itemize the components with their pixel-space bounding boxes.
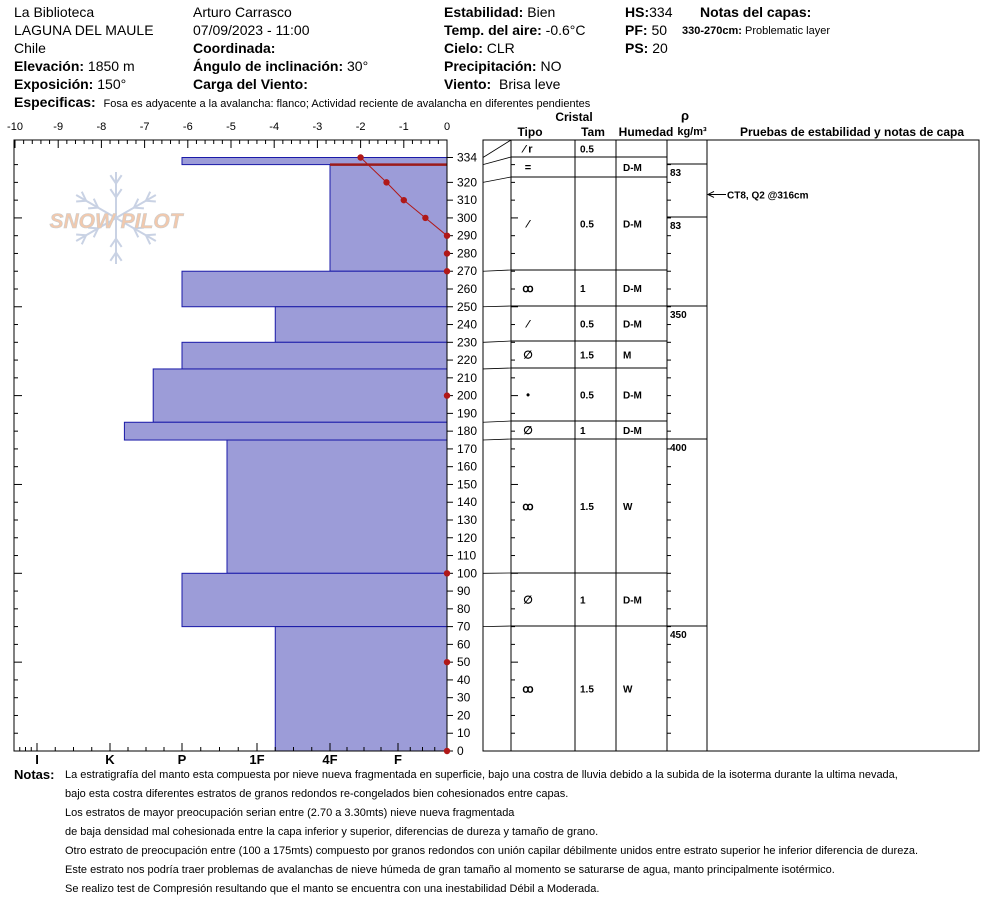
temperature-point <box>444 392 450 398</box>
coord-label: Coordinada: <box>193 40 276 56</box>
depth-tick-label: 40 <box>457 672 471 687</box>
temperature-point <box>357 154 363 160</box>
depth-tick-label: 190 <box>457 406 478 421</box>
depth-tick-label: 310 <box>457 193 478 208</box>
wind-value: Brisa leve <box>498 76 561 92</box>
ps-label: PS: <box>625 40 649 56</box>
layer-table <box>483 108 979 751</box>
header-rho: ρ <box>680 108 690 123</box>
hardness-label: 4F <box>322 752 338 767</box>
depth-tick-label: 50 <box>457 655 471 670</box>
wind-load-label: Carga del Viento: <box>193 76 308 92</box>
pf-value: 50 <box>651 22 668 38</box>
depth-tick-label: 10 <box>457 726 471 741</box>
temperature-point <box>444 250 450 256</box>
depth-tick-label: 90 <box>457 584 471 599</box>
hardness-label: P <box>177 752 187 767</box>
specifics-label: Especificas: <box>14 94 96 110</box>
grain-symbol: ⁄ <box>527 318 529 331</box>
temp-tick-label: -2 <box>355 121 366 133</box>
temp-tick-label: -1 <box>398 121 409 133</box>
notes-line: Los estratos de mayor preocupación serian entre (2.70 a 3.30mts) nieve nueva fragmentada <box>65 807 515 819</box>
depth-tick-label: 270 <box>457 264 478 279</box>
grain-size: 0.5 <box>580 144 594 156</box>
depth-tick-label: 160 <box>457 459 478 474</box>
temperature-point <box>444 232 450 238</box>
moisture-value: W <box>623 684 633 696</box>
temperature-point <box>444 748 450 754</box>
temp-tick-label: 0 <box>443 121 451 133</box>
temperature-point <box>422 215 428 221</box>
sky-label: Cielo: <box>444 40 483 56</box>
grain-symbol: ꝏ <box>522 683 534 696</box>
depth-tick-label: 80 <box>457 601 471 616</box>
grain-size: 0.5 <box>580 319 594 331</box>
pf-label: PF: <box>625 22 648 38</box>
watermark-text: SNOW PILOT <box>49 210 183 233</box>
snowflake-branch <box>146 234 156 235</box>
header-crystal: Cristal <box>555 110 593 124</box>
depth-tick-label: 70 <box>457 619 471 634</box>
grain-size: 1 <box>580 595 586 607</box>
moisture-value: M <box>623 350 632 362</box>
depth-tick-label: 200 <box>457 388 478 403</box>
depth-tick-label: 210 <box>457 370 478 385</box>
hardness-label: I <box>35 752 39 767</box>
depth-connector <box>483 626 511 627</box>
temperature-point <box>444 268 450 274</box>
depth-connector <box>483 157 511 165</box>
grain-symbol: = <box>524 162 532 174</box>
grain-symbol: • <box>526 389 530 402</box>
table-frame <box>483 140 979 751</box>
moisture-value: W <box>623 502 633 513</box>
notes-line: Este estrato nos podría traer problemas de avalanchas de nieve húmeda de gran tamaño al momento se saturarse de agua, manto principalmente isotérmico. <box>65 864 835 876</box>
grain-symbol: ⁄ <box>527 218 529 231</box>
depth-tick-label: 20 <box>457 708 471 723</box>
depth-tick-label: 130 <box>457 512 478 527</box>
test-result-text: CT8, Q2 @316cm <box>727 190 809 202</box>
hardness-bar <box>227 440 447 573</box>
moisture-value: D-M <box>623 163 642 174</box>
snowflake-branch <box>134 208 144 209</box>
depth-connector <box>483 368 511 369</box>
air-temp-label: Temp. del aire: <box>444 22 542 38</box>
layer-note-text: Problematic layer <box>745 25 830 37</box>
density-value: 400 <box>670 443 687 454</box>
depth-tick-label: 230 <box>457 335 478 350</box>
grain-symbol: ⁄ r <box>523 143 533 156</box>
header-type: Tipo <box>517 125 543 139</box>
observer: Arturo Carrasco <box>193 4 292 20</box>
temp-tick-label: -4 <box>269 121 280 133</box>
temp-tick-label: -8 <box>96 121 107 133</box>
grain-size: 1.5 <box>580 502 594 513</box>
depth-connector <box>483 306 511 307</box>
depth-connector <box>483 140 511 158</box>
hs-label: HS: <box>625 4 650 20</box>
moisture-value: D-M <box>623 426 642 437</box>
depth-tick-label: 300 <box>457 210 478 225</box>
grain-symbol: ∅ <box>523 425 533 437</box>
temperature-point <box>444 659 450 665</box>
aspect-value: 150° <box>97 76 127 92</box>
country: Chile <box>14 40 46 56</box>
hardness-bar <box>182 573 447 626</box>
area: LAGUNA DEL MAULE <box>14 22 154 38</box>
depth-tick-label: 220 <box>457 353 478 368</box>
snowflake-branch <box>88 208 98 209</box>
grain-size: 1.5 <box>580 350 594 362</box>
depth-connector <box>483 270 511 271</box>
temperature-point <box>444 570 450 576</box>
header-tests: Pruebas de estabilidad y notas de capa <box>739 125 965 139</box>
depth-tick-label: 0 <box>457 744 464 758</box>
hardness-label: 1F <box>249 752 265 767</box>
elevation-label: Elevación: <box>14 58 85 74</box>
grain-symbol: ꝏ <box>522 501 534 513</box>
aspect-label: Exposición: <box>14 76 94 92</box>
temp-tick-label: -10 <box>7 121 23 133</box>
depth-connector <box>483 177 511 182</box>
depth-tick-label: 250 <box>457 299 478 314</box>
air-temp-value: -0.6°C <box>545 22 586 38</box>
header-size: Tam <box>581 125 605 139</box>
density-value: 450 <box>670 630 687 641</box>
grain-size: 1 <box>580 426 586 437</box>
moisture-value: D-M <box>623 390 642 402</box>
depth-tick-label: 180 <box>457 424 478 439</box>
precip-label: Precipitación: <box>444 58 537 74</box>
temp-tick-label: -6 <box>182 121 193 133</box>
depth-tick-label: 240 <box>457 317 478 332</box>
stability-value: Bien <box>527 4 556 20</box>
notes-line: de baja densidad mal cohesionada entre la capa inferior y superior, diferencias de dureza y tamaño de grano. <box>65 826 599 838</box>
hardness-bar <box>182 342 447 369</box>
notes-line: bajo esta costra diferentes estratos de granos redondos re-congelados bien cohesionados entre capas. <box>65 788 569 800</box>
temperature-point <box>383 179 389 185</box>
depth-tick-label: 110 <box>457 548 477 563</box>
grain-size: 1 <box>580 284 586 295</box>
notes-line: Se realizo test de Compresión resultando que el manto se encuentra con una inestabilidad Débil a Moderada. <box>65 883 600 895</box>
density-value: 83 <box>670 168 682 179</box>
slope-value: 30° <box>347 58 369 74</box>
density-value: 83 <box>670 221 682 232</box>
temp-tick-label: -9 <box>53 121 64 133</box>
header-density-unit: kg/m³ <box>677 126 707 138</box>
header-moisture: Humedad <box>618 125 674 139</box>
specifics-text: Fosa es adyacente a la avalancha: flanco; Actividad reciente de avalancha en diferentes pendientes <box>103 98 591 110</box>
notes-label: Notas: <box>14 767 55 782</box>
layer-notes-label: Notas del capas: <box>700 4 812 20</box>
depth-tick-label: 280 <box>457 246 478 261</box>
depth-tick-label: 140 <box>457 495 478 510</box>
hardness-bar <box>153 369 447 422</box>
precip-value: NO <box>540 58 562 74</box>
grain-symbol: ꝏ <box>522 283 534 295</box>
hardness-bars <box>124 158 447 752</box>
moisture-value: D-M <box>623 595 642 607</box>
ps-value: 20 <box>652 40 668 56</box>
depth-tick-label: 150 <box>457 477 478 492</box>
temp-tick-label: -3 <box>312 121 323 133</box>
hardness-bar <box>124 422 447 440</box>
grain-size: 0.5 <box>580 219 594 231</box>
elevation-value: 1850 m <box>87 58 135 74</box>
depth-tick-label: 320 <box>457 175 478 190</box>
location: La Biblioteca <box>14 4 95 20</box>
depth-tick-label: 120 <box>457 530 478 545</box>
snowflake-branch <box>76 201 86 202</box>
hardness-label: F <box>394 752 402 767</box>
sky-value: CLR <box>486 40 515 56</box>
depth-tick-label: 260 <box>457 281 478 296</box>
hardness-bar <box>275 627 447 751</box>
wind-label: Viento: <box>444 76 492 92</box>
density-value: 350 <box>670 310 687 321</box>
grain-symbol: ∅ <box>523 349 533 362</box>
temp-tick-label: -7 <box>139 121 150 133</box>
depth-tick-label: 100 <box>457 566 478 581</box>
notes-line: La estratigrafía del manto esta compuesta por nieve nueva fragmentada en superficie, bajo una costra de lluvia debido a la subida de la isoterma durante la ultima nevada, <box>65 769 898 781</box>
snowpilot-watermark <box>50 172 185 264</box>
depth-tick-label: 170 <box>457 441 478 456</box>
snowflake-branch <box>146 201 156 202</box>
depth-connector <box>483 421 511 422</box>
hardness-bar <box>182 271 447 307</box>
stability-label: Estabilidad: <box>444 4 524 20</box>
slope-label: Ángulo de inclinación: <box>193 58 344 74</box>
depth-tick-label: 290 <box>457 228 478 243</box>
moisture-value: D-M <box>623 319 642 331</box>
hs-value: 334 <box>649 4 673 20</box>
depth-tick-label: 60 <box>457 637 471 652</box>
grain-size: 0.5 <box>580 390 594 402</box>
grain-size: 1.5 <box>580 684 594 696</box>
grain-symbol: ∅ <box>523 594 533 607</box>
temp-tick-label: -5 <box>226 121 236 133</box>
temperature-point <box>401 197 407 203</box>
depth-connector <box>483 439 511 440</box>
datetime: 07/09/2023 - 11:00 <box>193 22 310 38</box>
moisture-value: D-M <box>623 284 642 295</box>
notes-line: Otro estrato de preocupación entre (100 a 175mts) compuesto por granos redondos con unión capilar débilmente unidos entre estrato superior he inferior diferencia de dureza. <box>65 845 919 857</box>
depth-connector <box>483 341 511 342</box>
hardness-label: K <box>105 752 115 767</box>
hardness-bar <box>275 307 447 343</box>
depth-tick-label: 30 <box>457 690 471 705</box>
layer-note-range: 330-270cm: <box>682 25 742 37</box>
moisture-value: D-M <box>623 219 642 231</box>
snowflake-branch <box>76 234 86 235</box>
depth-tick-label: 334 <box>457 150 478 165</box>
